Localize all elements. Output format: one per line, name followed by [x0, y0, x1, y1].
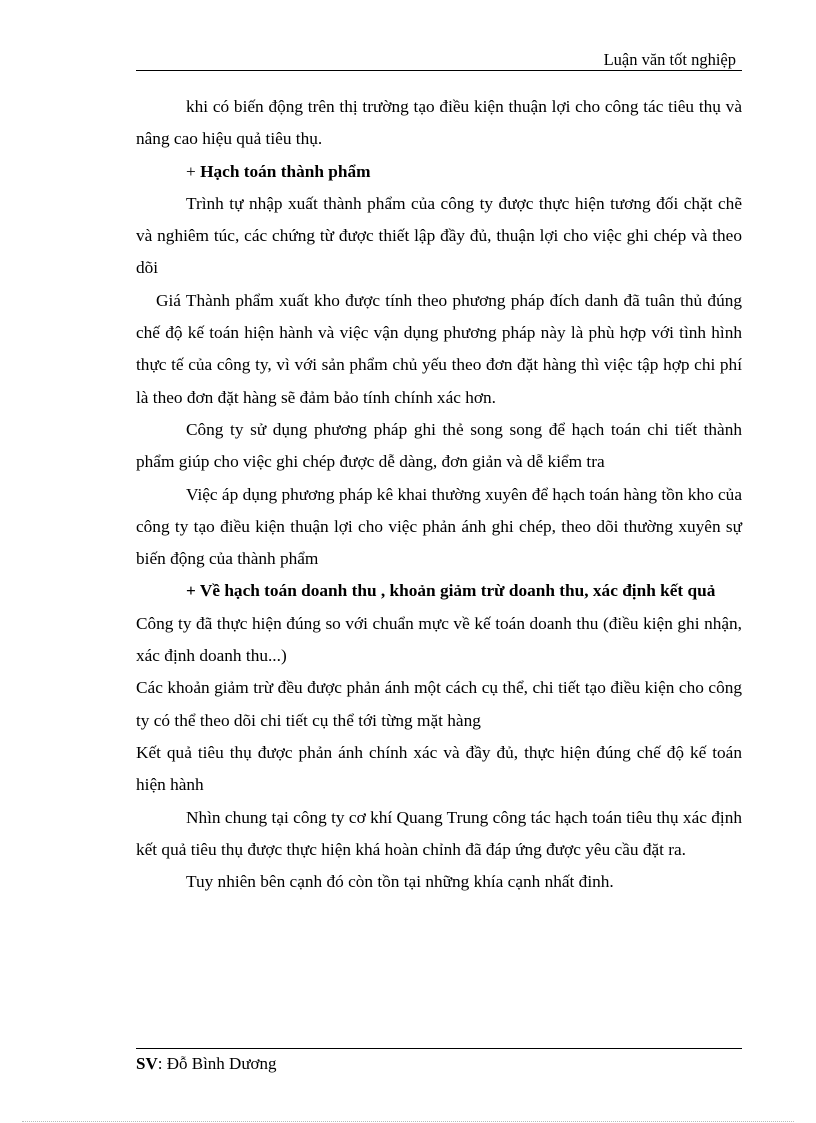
paragraph-parallel-card: Công ty sử dụng phương pháp ghi thẻ song song để hạch toán chi tiết thành phẩm giúp cho việc ghi chép được dễ dàng, đơn giản và dễ kiểm tra [136, 419, 742, 472]
paragraph-deductions: Các khoản giảm trừ đều được phản ánh một cách cụ thể, chi tiết tạo điều kiện cho công ty có thể theo dõi chi tiết cụ thể tới từng mặt hàng [136, 678, 742, 730]
footer-name: Đỗ Bình Dương [166, 1054, 277, 1073]
footer-rule [136, 1048, 742, 1049]
page-edge [22, 1121, 794, 1122]
paragraph-results: Kết quả tiêu thụ được phản ánh chính xác và đầy đủ, thực hiện đúng chế độ kế toán hiện hành [136, 742, 742, 795]
footer-label: SV [136, 1054, 158, 1073]
heading-finished-goods [136, 156, 742, 188]
paragraph-revenue-standard: Công ty đã thực hiện đúng so với chuẩn mực về kế toán doanh thu (điều kiện ghi nhận, xác định doanh thu...) [136, 613, 742, 666]
paragraph-cost-method: Giá Thành phẩm xuất kho được tính theo phương pháp đích danh đã tuân thủ đúng chế độ kế toán hiện hành và việc vận dụng phương pháp này là phù hợp với tình hình thực tế của công ty, vì với sản phẩm chủ yếu theo đơn đặt hàng thì việc tập hợp chi phí là theo đơn đặt hàng sẽ đảm bảo tính chính xác hơn. [136, 290, 742, 407]
heading-revenue: + Về hạch toán doanh thu , khoản giảm trừ doanh thu, xác định kết quả [186, 581, 716, 601]
header-rule [136, 70, 742, 71]
paragraph-limitations: Tuy nhiên bên cạnh đó còn tồn tại những khía cạnh nhất đinh. [186, 872, 614, 892]
footer-separator: : [157, 1054, 167, 1073]
paragraph-continuation: khi có biến động trên thị trường tạo điều kiện thuận lợi cho công tác tiêu thụ và nâng cao hiệu quả tiêu thụ. [136, 97, 742, 149]
paragraph-perpetual-inventory: Việc áp dụng phương pháp kê khai thường xuyên để hạch toán hàng tồn kho của công ty tạo điều kiện thuận lợi cho việc phản ánh ghi chép, theo dõi thường xuyên sự biến động của thành phẩm [136, 484, 742, 569]
paragraph-summary: Nhìn chung tại công ty cơ khí Quang Trung công tác hạch toán tiêu thụ xác định kết quả tiêu thụ được thực hiện khá hoàn chỉnh đã đáp ứng được yêu cầu đặt ra. [136, 807, 742, 859]
footer-student [136, 1054, 277, 1074]
document-body [136, 91, 742, 898]
paragraph-procedure: Trình tự nhập xuất thành phẩm của công ty được thực hiện tương đối chặt chẽ và nghiêm túc, các chứng từ được thiết lập đầy đủ, thuận lợi cho việc ghi chép và theo dõi [136, 193, 742, 278]
heading-prefix: + [186, 161, 201, 181]
heading-label: Hạch toán thành phẩm [200, 161, 371, 181]
header-title: Luận văn tốt nghiệp [603, 50, 736, 69]
